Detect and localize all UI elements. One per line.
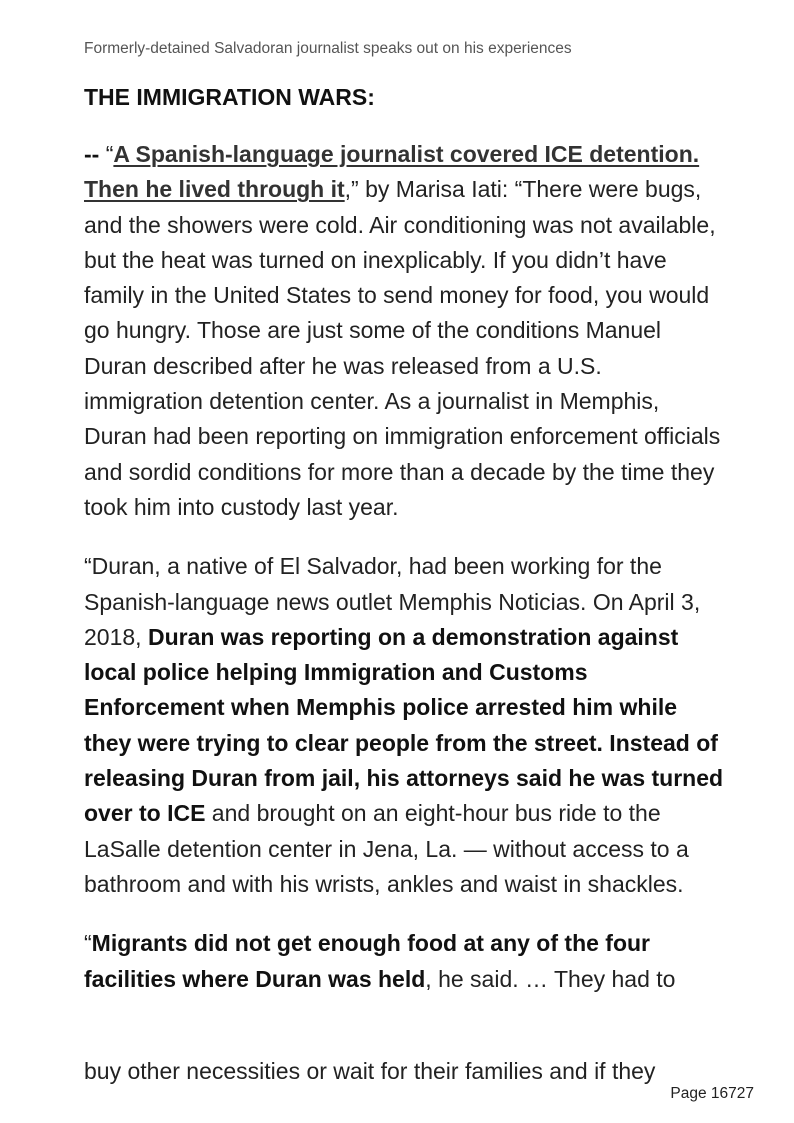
article-link[interactable]: A Spanish-language journalist covered ICE detention. Then he lived through it xyxy=(84,141,700,203)
lead-dashes: -- xyxy=(84,141,100,167)
paragraph-3-end: , he said. … They had to xyxy=(425,965,676,992)
running-header: Formerly-detained Salvadoran journalist speaks out on his experiences xyxy=(84,40,572,57)
paragraph-3-open-quote: “ xyxy=(84,930,92,957)
section-title: THE IMMIGRATION WARS: xyxy=(84,84,375,110)
paragraph-2 xyxy=(84,549,724,902)
paragraph-3 xyxy=(84,926,724,997)
paragraph-2-bold: Duran was reporting on a demonstration against local police helping Immigration and Customs Enforcement when Memphis police arrested him while they were trying to clear people from the street. Instead of releasing Duran from jail, his attorneys said he was turned over to ICE xyxy=(84,623,724,827)
byline-and-quote: ,” by Marisa Iati: “There were bugs, and the showers were cold. Air conditioning was not available, but the heat was turned on inexplicably. If you didn’t have family in the United States to send money for food, you would go hungry. Those are just some of the conditions Manuel Duran described after he was released from a U.S. immigration detention center. As a journalist in Memphis, Duran had been reporting on immigration enforcement officials and sordid conditions for more than a decade by the time they took him into custody last year. xyxy=(84,176,721,520)
article-body xyxy=(84,137,724,1021)
cut-off-text: buy other necessities or wait for their families and if they xyxy=(84,1058,656,1084)
open-quote: “ xyxy=(99,141,114,167)
page-number: Page 16727 xyxy=(656,1085,754,1103)
paragraph-2-intro: “Duran, a native of El Salvador, had been working for the Spanish-language news outlet Memphis Noticias. On April 3, 2018, xyxy=(84,553,701,650)
paragraph-2-end: and brought on an eight-hour bus ride to the LaSalle detention center in Jena, La. — without access to a bathroom and with his wrists, ankles and waist in shackles. xyxy=(84,800,689,897)
paragraph-1 xyxy=(84,137,724,525)
cut-off-line xyxy=(84,1058,656,1091)
paragraph-3-bold: Migrants did not get enough food at any of the four facilities where Duran was held xyxy=(84,930,651,992)
